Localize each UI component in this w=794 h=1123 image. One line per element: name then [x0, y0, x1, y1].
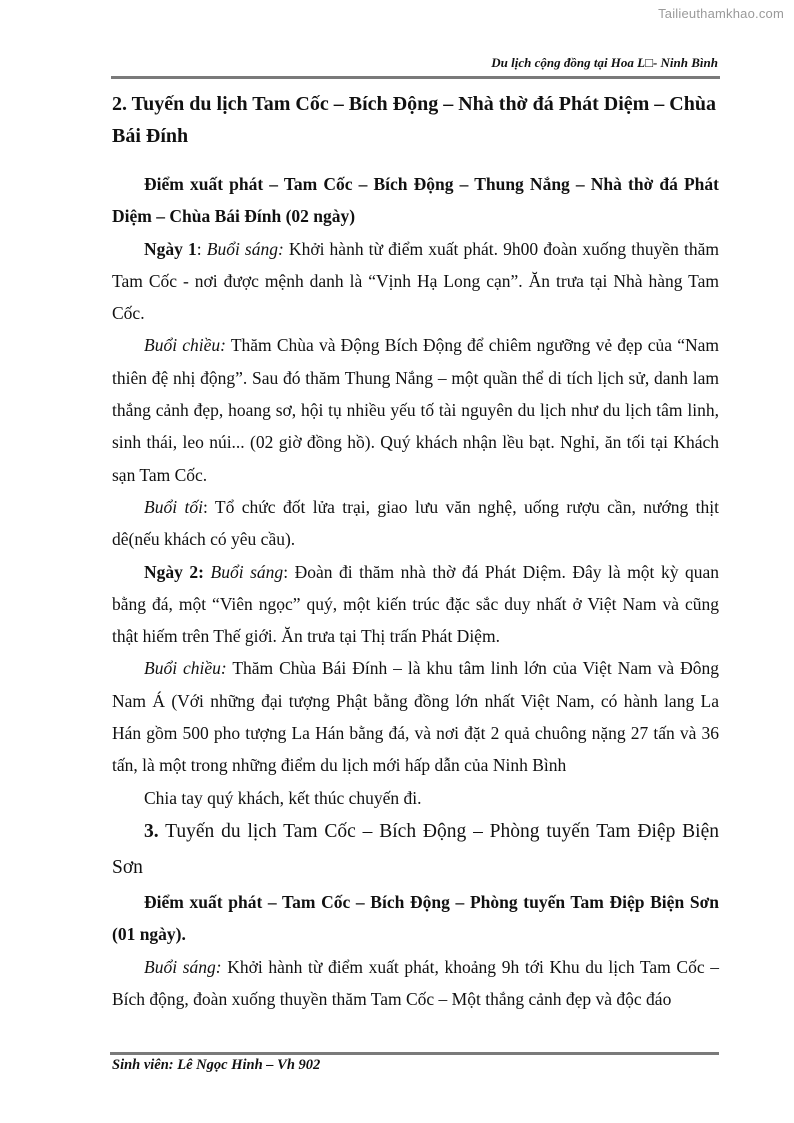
section-3-morning-paragraph [112, 951, 719, 1016]
section-2-heading: 2. Tuyến du lịch Tam Cốc – Bích Động – Nhà thờ đá Phát Diệm – Chùa Bái Đính [112, 93, 716, 147]
day2-afternoon-paragraph [112, 652, 719, 781]
day2-closing: Chia tay quý khách, kết thúc chuyến đi. [144, 787, 422, 808]
day2-afternoon-text: Thăm Chùa Bái Đính – là khu tâm linh lớn của Việt Nam và Đông Nam Á (Với những đại tượng Phật bằng đồng lớn nhất Việt Nam, có hành lang La Hán gồm 500 pho tượng La Hán bằng đá, và nơi đặt 2 quả chuông nặng 27 tấn và 36 tấn, là một trong những điểm du lịch mới hấp dẫn của Ninh Bình [112, 658, 719, 776]
day2-morning-label: Buổi sáng [210, 561, 284, 582]
running-header: Du lịch cộng đồng tại Hoa L□- Ninh Bình [491, 55, 718, 70]
section-3-heading [112, 814, 719, 886]
day2-morning-text: : Đoàn đi thăm nhà thờ đá Phát Diệm. Đây là một kỳ quan bằng đá, một “Viên ngọc” quý, một kiến trúc đặc sắc duy nhất ở Việt Nam và cũng thật hiếm trên Thế giới. Ăn trưa tại Thị trấn Phát Diệm. [112, 561, 719, 647]
day1-evening-label: Buổi tối [144, 496, 203, 517]
section-3-morning-text: Khởi hành từ điểm xuất phát, khoảng 9h tới Khu du lịch Tam Cốc – Bích động, đoàn xuống thuyền thăm Tam Cốc – Một thắng cảnh đẹp và độc đáo [112, 956, 719, 1009]
day1-morning-text: Khởi hành từ điểm xuất phát. 9h00 đoàn xuống thuyền thăm Tam Cốc - nơi được mệnh danh là “Vịnh Hạ Long cạn”. Ăn trưa tại Nhà hàng Tam Cốc. [112, 238, 719, 324]
day1-afternoon-label: Buổi chiều: [144, 335, 226, 356]
day2-label: Ngày 2: [144, 561, 204, 582]
day1-morning-paragraph: Ngày 1: Buổi sáng: Khởi hành từ điểm xuất phát. 9h00 đoàn xuống thuyền thăm Tam Cốc - nơi được mệnh danh là “Vịnh Hạ Long cạn”. Ăn trưa tại Nhà hàng Tam Cốc. [112, 238, 719, 324]
section-2-route: Điểm xuất phát – Tam Cốc – Bích Động – Thung Nắng – Nhà thờ đá Phát Diệm – Chùa Bái Đính (02 ngày) [112, 174, 719, 227]
day1-afternoon-text: Thăm Chùa và Động Bích Động để chiêm ngưỡng vẻ đẹp của “Nam thiên đệ nhị động”. Sau đó thăm Thung Nắng – một quần thể di tích lịch sử, danh lam thắng cảnh đẹp, hoang sơ, hội tụ nhiều yếu tố tài nguyên du lịch như du lịch tâm linh, sinh thái, leo núi... (02 giờ đồng hồ). Quý khách nhận lều bạt. Nghỉ, ăn tối tại Khách sạn Tam Cốc. [112, 335, 719, 485]
day1-afternoon-paragraph [112, 329, 719, 490]
footer-author: Sinh viên: Lê Ngọc Hinh – Vh 902 [112, 1057, 321, 1073]
page-body [112, 88, 719, 1015]
day1-label: Ngày 1 [144, 238, 197, 259]
section-3-morning-label: Buổi sáng: [144, 956, 222, 977]
section-3-route: Điểm xuất phát – Tam Cốc – Bích Động – Phòng tuyến Tam Điệp Biện Sơn (01 ngày). [112, 891, 719, 945]
day1-morning-label: Buổi sáng: [206, 238, 284, 259]
footer-rule [110, 1052, 719, 1055]
section-3-title: Tuyến du lịch Tam Cốc – Bích Động – Phòng tuyến Tam Điệp Biện Sơn [112, 820, 719, 878]
day1-evening-paragraph [112, 491, 719, 556]
watermark: Tailieuthamkhao.com [658, 6, 784, 21]
header-rule [111, 76, 720, 79]
day2-morning-paragraph [112, 556, 719, 653]
day2-afternoon-label: Buổi chiều: [144, 658, 227, 679]
day1-evening-text: : Tổ chức đốt lửa trại, giao lưu văn nghệ, uống rượu cần, nướng thịt dê(nếu khách có yêu cầu). [112, 496, 719, 550]
section-3-number: 3. [144, 820, 159, 842]
